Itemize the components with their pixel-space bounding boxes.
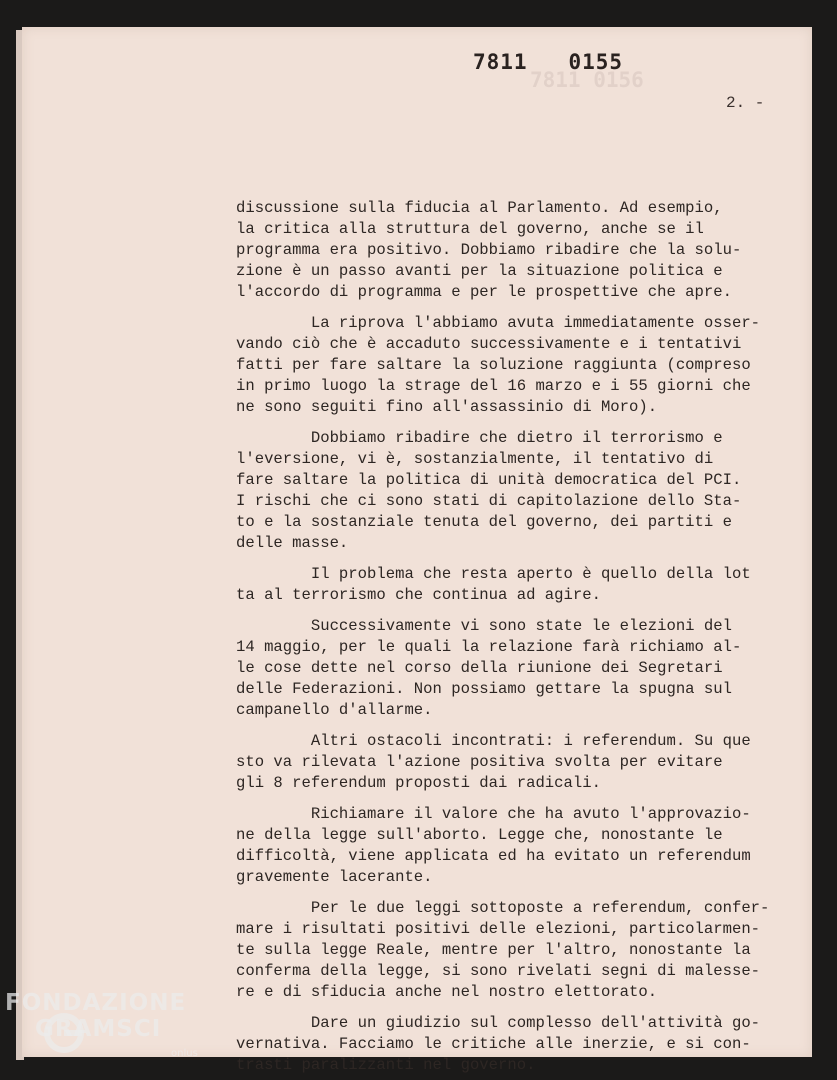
fondazione-gramsci-watermark [5, 990, 225, 1070]
watermark-line-2: GRAMSCI [35, 1016, 162, 1042]
paragraph: Richiamare il valore che ha avuto l'approvazio- ne della legge sull'aborto. Legge che, nonostante le difficoltà, viene applicata ed ha evitato un referendum gravemente lacerante. [236, 805, 751, 886]
paragraph: discussione sulla fiducia al Parlamento. Ad esempio, la critica alla struttura del governo, anche se il programma era positivo. Dobbiamo ribadire che la solu- zione è un passo avanti per la situazione politica e l'accordo di programma e per le prospettive che apre. [236, 199, 742, 301]
typewritten-body [236, 198, 796, 1080]
paragraph: Dobbiamo ribadire che dietro il terrorismo e l'eversione, vi è, sostanzialmente, il tentativo di fare saltare la politica di unità democratica del PCI. I rischi che ci sono stati di capitolazione dello Sta- to e la sostanziale tenuta del governo, dei partiti e delle masse. [236, 429, 742, 552]
paragraph: Dare un giudizio sul complesso dell'attività go- vernativa. Facciamo le critiche alle inerzie, e si con- trasti paralizzanti nel governo. [236, 1014, 761, 1074]
watermark-subtitle: onlus [171, 1048, 198, 1059]
archive-number: 7811 0155 [473, 50, 624, 74]
bleed-through-text: 7811 0156 [530, 68, 644, 92]
page-number: 2. - [726, 94, 765, 112]
paragraph: La riprova l'abbiamo avuta immediatamente osser- vando ciò che è accaduto successivamente e i tentativi fatti per fare saltare la soluzione raggiunta (compreso in primo luogo la strage del 16 marzo e i 55 giorni che ne sono seguiti fino all'assassinio di Moro). [236, 314, 761, 416]
paragraph: Il problema che resta aperto è quello della lot ta al terrorismo che continua ad agire. [236, 565, 751, 604]
watermark-line-1: FONDAZIONE [5, 990, 187, 1016]
paragraph: Altri ostacoli incontrati: i referendum. Su que sto va rilevata l'azione positiva svolta per evitare gli 8 referendum proposti dai radicali. [236, 732, 751, 792]
paragraph: Per le due leggi sottoposte a referendum, confer- mare i risultati positivi delle elezioni, particolarmen- te sulla legge Reale, mentre per l'altro, nonostante la conferma della legge, si sono rivelati segni di malesse- re e di sfiducia anche nel nostro elettorato. [236, 899, 770, 1001]
paragraph: Successivamente vi sono state le elezioni del 14 maggio, per le quali la relazione farà richiamo al- le cose dette nel corso della riunione dei Segretari delle Federazioni. Non possiamo gettare la spugna sul campanello d'allarme. [236, 617, 742, 719]
